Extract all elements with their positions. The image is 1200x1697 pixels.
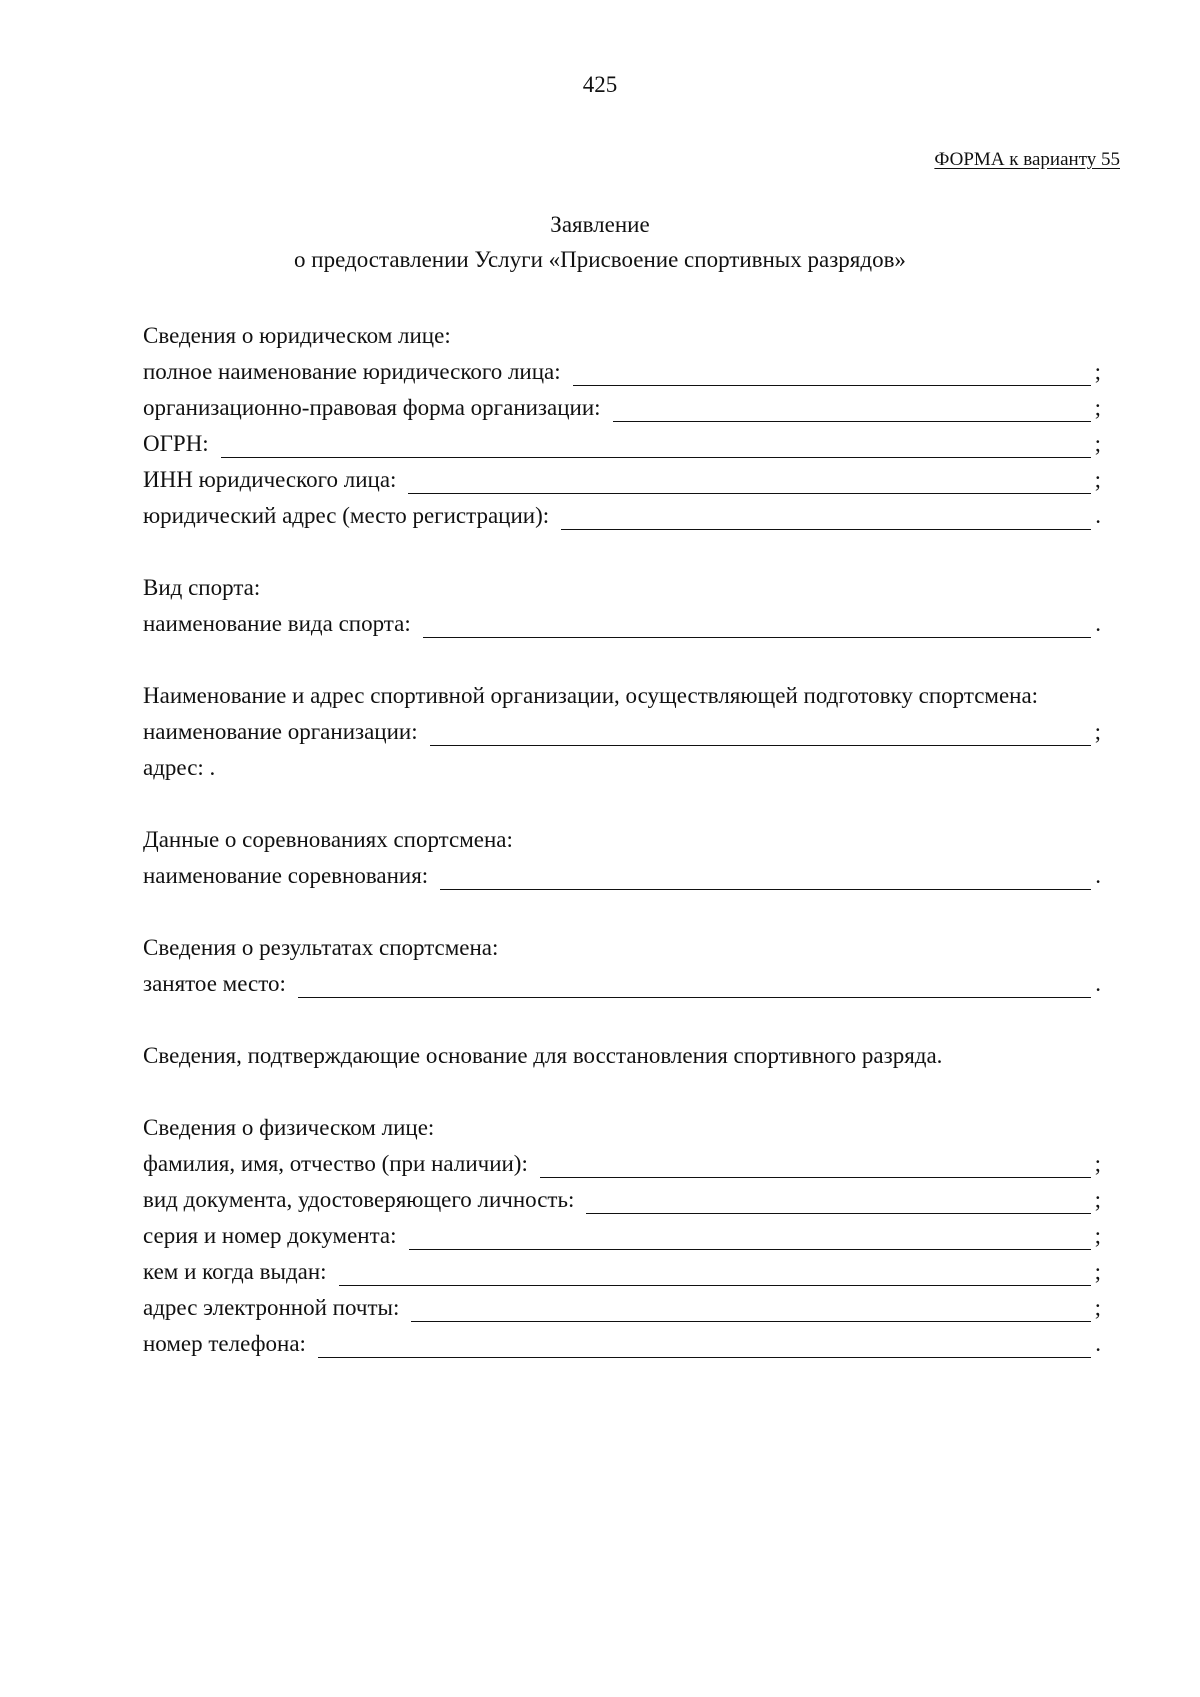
field-label: организационно-правовая форма организации: (143, 395, 601, 420)
field-end-punct: ; (1094, 359, 1101, 384)
field-end-punct: ; (1094, 1151, 1101, 1176)
restoration-section (143, 1038, 1101, 1074)
field-label: наименование организации: (143, 719, 418, 744)
legal-address-blank[interactable] (561, 502, 1091, 530)
section-heading: Сведения о физическом лице: (143, 1115, 435, 1140)
field-end-punct: ; (1094, 1295, 1101, 1320)
section-heading: Сведения о юридическом лице: (143, 323, 451, 348)
field-end-punct: ; (1094, 467, 1101, 492)
inn-blank[interactable] (408, 466, 1091, 494)
field-end-punct: ; (1094, 1187, 1101, 1212)
results-section (143, 930, 1101, 1002)
form-reference: ФОРМА к варианту 55 (934, 149, 1120, 170)
field-label: фамилия, имя, отчество (при наличии): (143, 1151, 528, 1176)
field-label: номер телефона: (143, 1331, 306, 1356)
field-inn (143, 462, 1101, 498)
section-heading: Сведения о результатах спортсмена: (143, 935, 499, 960)
field-document-number (143, 1218, 1101, 1254)
field-end-punct: . (1095, 1331, 1101, 1356)
field-organization-name (143, 714, 1101, 750)
section-heading: Данные о соревнованиях спортсмена: (143, 827, 513, 852)
field-end-punct: . (1095, 863, 1101, 888)
full-name-blank[interactable] (540, 1150, 1091, 1178)
field-end-punct: . (1095, 971, 1101, 996)
document-number-blank[interactable] (409, 1222, 1091, 1250)
form-body (143, 318, 1101, 1398)
field-end-punct: ; (1094, 1223, 1101, 1248)
organization-name-blank[interactable] (430, 718, 1091, 746)
field-sport-name (143, 606, 1101, 642)
field-legal-address (143, 498, 1101, 534)
field-label: ОГРН: (143, 431, 209, 456)
title-line-1: Заявление (550, 212, 650, 237)
field-id-document-type (143, 1182, 1101, 1218)
email-blank[interactable] (411, 1294, 1091, 1322)
sport-name-blank[interactable] (423, 610, 1091, 638)
field-end-punct: . (1095, 503, 1101, 528)
phone-blank[interactable] (318, 1330, 1091, 1358)
field-email (143, 1290, 1101, 1326)
field-label: занятое место: (143, 971, 286, 996)
individual-section (143, 1110, 1101, 1362)
field-label: серия и номер документа: (143, 1223, 397, 1248)
field-label: адрес электронной почты: (143, 1295, 400, 1320)
issued-by-blank[interactable] (339, 1258, 1091, 1286)
full-name-legal-entity-blank[interactable] (573, 358, 1091, 386)
id-document-type-blank[interactable] (586, 1186, 1091, 1214)
field-end-punct: ; (1094, 1259, 1101, 1284)
field-label: ИНН юридического лица: (143, 467, 397, 492)
field-label: вид документа, удостоверяющего личность: (143, 1187, 575, 1212)
field-competition-name (143, 858, 1101, 894)
organization-address-line: адрес: . (143, 755, 216, 780)
section-heading: Вид спорта: (143, 575, 261, 600)
field-phone (143, 1326, 1101, 1362)
place-taken-blank[interactable] (298, 970, 1091, 998)
legal-entity-section (143, 318, 1101, 534)
document-title (0, 207, 1200, 277)
section-heading: Наименование и адрес спортивной организации, осуществляющей подготовку спортсмена: (143, 683, 1039, 708)
field-ogrn (143, 426, 1101, 462)
legal-form-blank[interactable] (613, 394, 1091, 422)
sport-section (143, 570, 1101, 642)
field-label: наименование вида спорта: (143, 611, 411, 636)
field-end-punct: ; (1094, 719, 1101, 744)
field-place-taken (143, 966, 1101, 1002)
title-line-2: о предоставлении Услуги «Присвоение спортивных разрядов» (294, 247, 906, 272)
page-number: 425 (582, 72, 618, 97)
field-full-name (143, 1146, 1101, 1182)
field-label: наименование соревнования: (143, 863, 429, 888)
field-end-punct: . (1095, 611, 1101, 636)
field-label: юридический адрес (место регистрации): (143, 503, 550, 528)
field-full-name-legal-entity (143, 354, 1101, 390)
field-label: кем и когда выдан: (143, 1259, 327, 1284)
field-issued-by (143, 1254, 1101, 1290)
organization-section (143, 678, 1101, 786)
restoration-text: Сведения, подтверждающие основание для восстановления спортивного разряда. (143, 1043, 943, 1068)
field-label: полное наименование юридического лица: (143, 359, 561, 384)
competitions-section (143, 822, 1101, 894)
ogrn-blank[interactable] (221, 430, 1091, 458)
competition-name-blank[interactable] (440, 862, 1091, 890)
field-end-punct: ; (1094, 431, 1101, 456)
field-legal-form (143, 390, 1101, 426)
field-end-punct: ; (1094, 395, 1101, 420)
